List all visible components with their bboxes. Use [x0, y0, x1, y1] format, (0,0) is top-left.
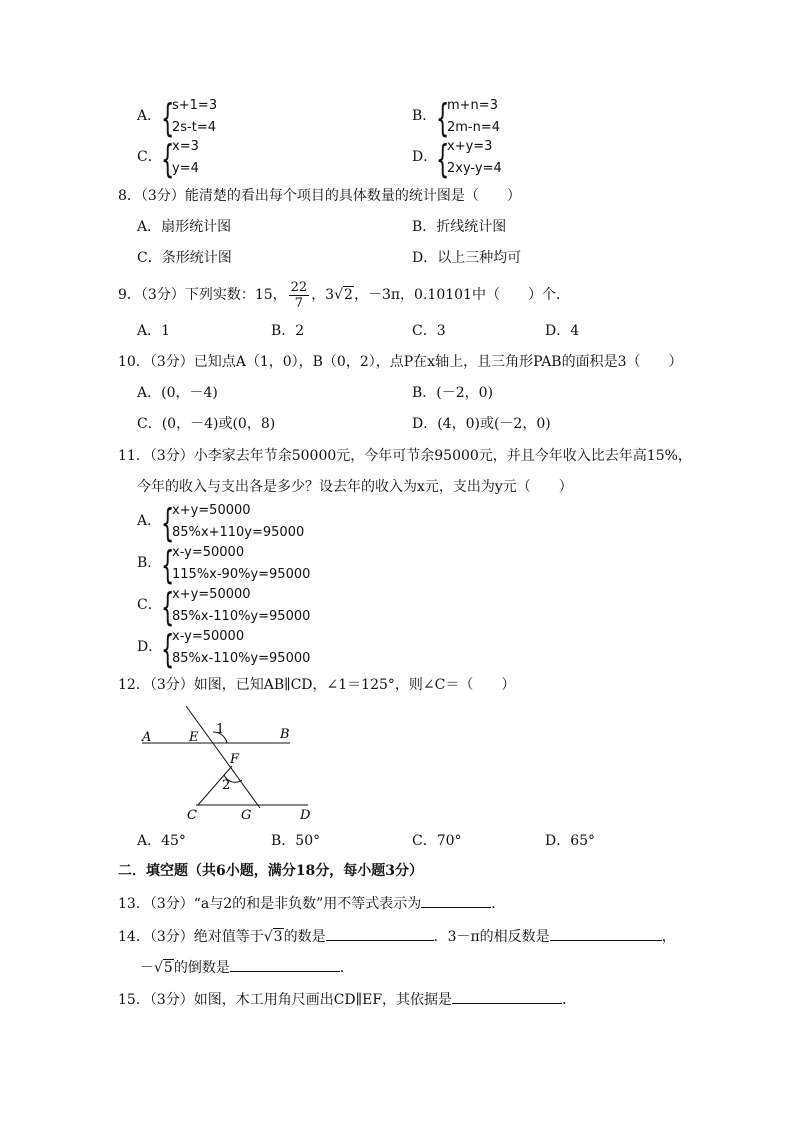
- q14-line1: 14．（3分）绝对值等于√3的数是 ．3－π的相反数是 ，: [118, 926, 676, 946]
- answer-blank: [452, 989, 562, 1004]
- option-label: D．: [412, 149, 438, 165]
- option-label: A．: [137, 108, 162, 124]
- q10-stem: 10．（3分）已知点A（1，0），B（0，2），点P在x轴上，且三角形PAB的面积是3（ ）: [118, 354, 683, 370]
- fraction: $\frac{22}{7}$: [290, 279, 308, 311]
- option-label: C．: [137, 149, 162, 165]
- q8-option-c: C．条形统计图: [137, 250, 232, 266]
- label-c: C: [187, 808, 197, 823]
- q9-option-a: A．1: [137, 323, 171, 339]
- q12-option-a: A．45°: [137, 833, 186, 849]
- q12-stem: 12．（3分）如图，已知AB∥CD，∠1＝125°，则∠C＝（ ）: [118, 677, 516, 693]
- q8-stem: 8．（3分）能清楚的看出每个项目的具体数量的统计图是（ ）: [118, 188, 521, 204]
- q8-option-a: A．扇形统计图: [137, 219, 232, 235]
- answer-blank: [326, 926, 434, 941]
- q9-stem: 9．（3分）下列实数：15， $\frac{22}{7}$ ，3√2，－3π，0.10101中（ ）个．: [118, 279, 570, 311]
- option-label: D．: [137, 639, 163, 655]
- q9-option-b: B．2: [271, 323, 305, 339]
- option-label: B．: [412, 108, 437, 124]
- q13: 13．（3分）“a与2的和是非负数”用不等式表示为 ．: [118, 893, 505, 913]
- answer-blank: [550, 926, 662, 941]
- section-heading: 二．填空题（共6小题，满分18分，每小题3分）: [118, 863, 423, 879]
- label-a: A: [142, 730, 152, 745]
- q14-line2: －√5的倒数是 ．: [140, 957, 354, 977]
- q9-option-d: D．4: [545, 323, 580, 339]
- q10-option-d: D．(4，0)或(－2，0): [412, 416, 551, 432]
- q15: 15．（3分）如图，木工用角尺画出CD∥EF，其依据是 ．: [118, 989, 576, 1009]
- q12-option-b: B．50°: [271, 833, 321, 849]
- label-d: D: [300, 808, 311, 823]
- q10-option-b: B．(－2，0): [412, 385, 494, 401]
- q10-option-c: C．(0，－4)或(0，8): [137, 416, 276, 432]
- label-f: F: [230, 752, 240, 767]
- label-b: B: [280, 727, 290, 742]
- q12-geometry-figure: [130, 700, 330, 825]
- q8-option-b: B．折线统计图: [412, 219, 507, 235]
- label-2: 2: [222, 778, 231, 793]
- label-e: E: [189, 730, 199, 745]
- label-1: 1: [216, 722, 225, 737]
- q8-option-d: D．以上三种均可: [412, 250, 522, 266]
- answer-blank: [421, 893, 491, 908]
- option-label: B．: [137, 555, 162, 571]
- q12-option-d: D．65°: [545, 833, 596, 849]
- q11-stem-line1: 11．（3分）小李家去年节余50000元，今年可节余95000元，并且今年收入比去年高15%，: [118, 448, 692, 464]
- q10-option-a: A．(0，－4): [137, 385, 218, 401]
- q9-option-c: C．3: [412, 323, 446, 339]
- label-g: G: [241, 808, 252, 823]
- option-label: C．: [137, 597, 162, 613]
- answer-blank: [230, 957, 340, 972]
- option-label: A．: [137, 513, 162, 529]
- q11-stem-line2: 今年的收入与支出各是多少？设去年的收入为x元，支出为y元（ ）: [137, 479, 573, 495]
- q12-option-c: C．70°: [412, 833, 462, 849]
